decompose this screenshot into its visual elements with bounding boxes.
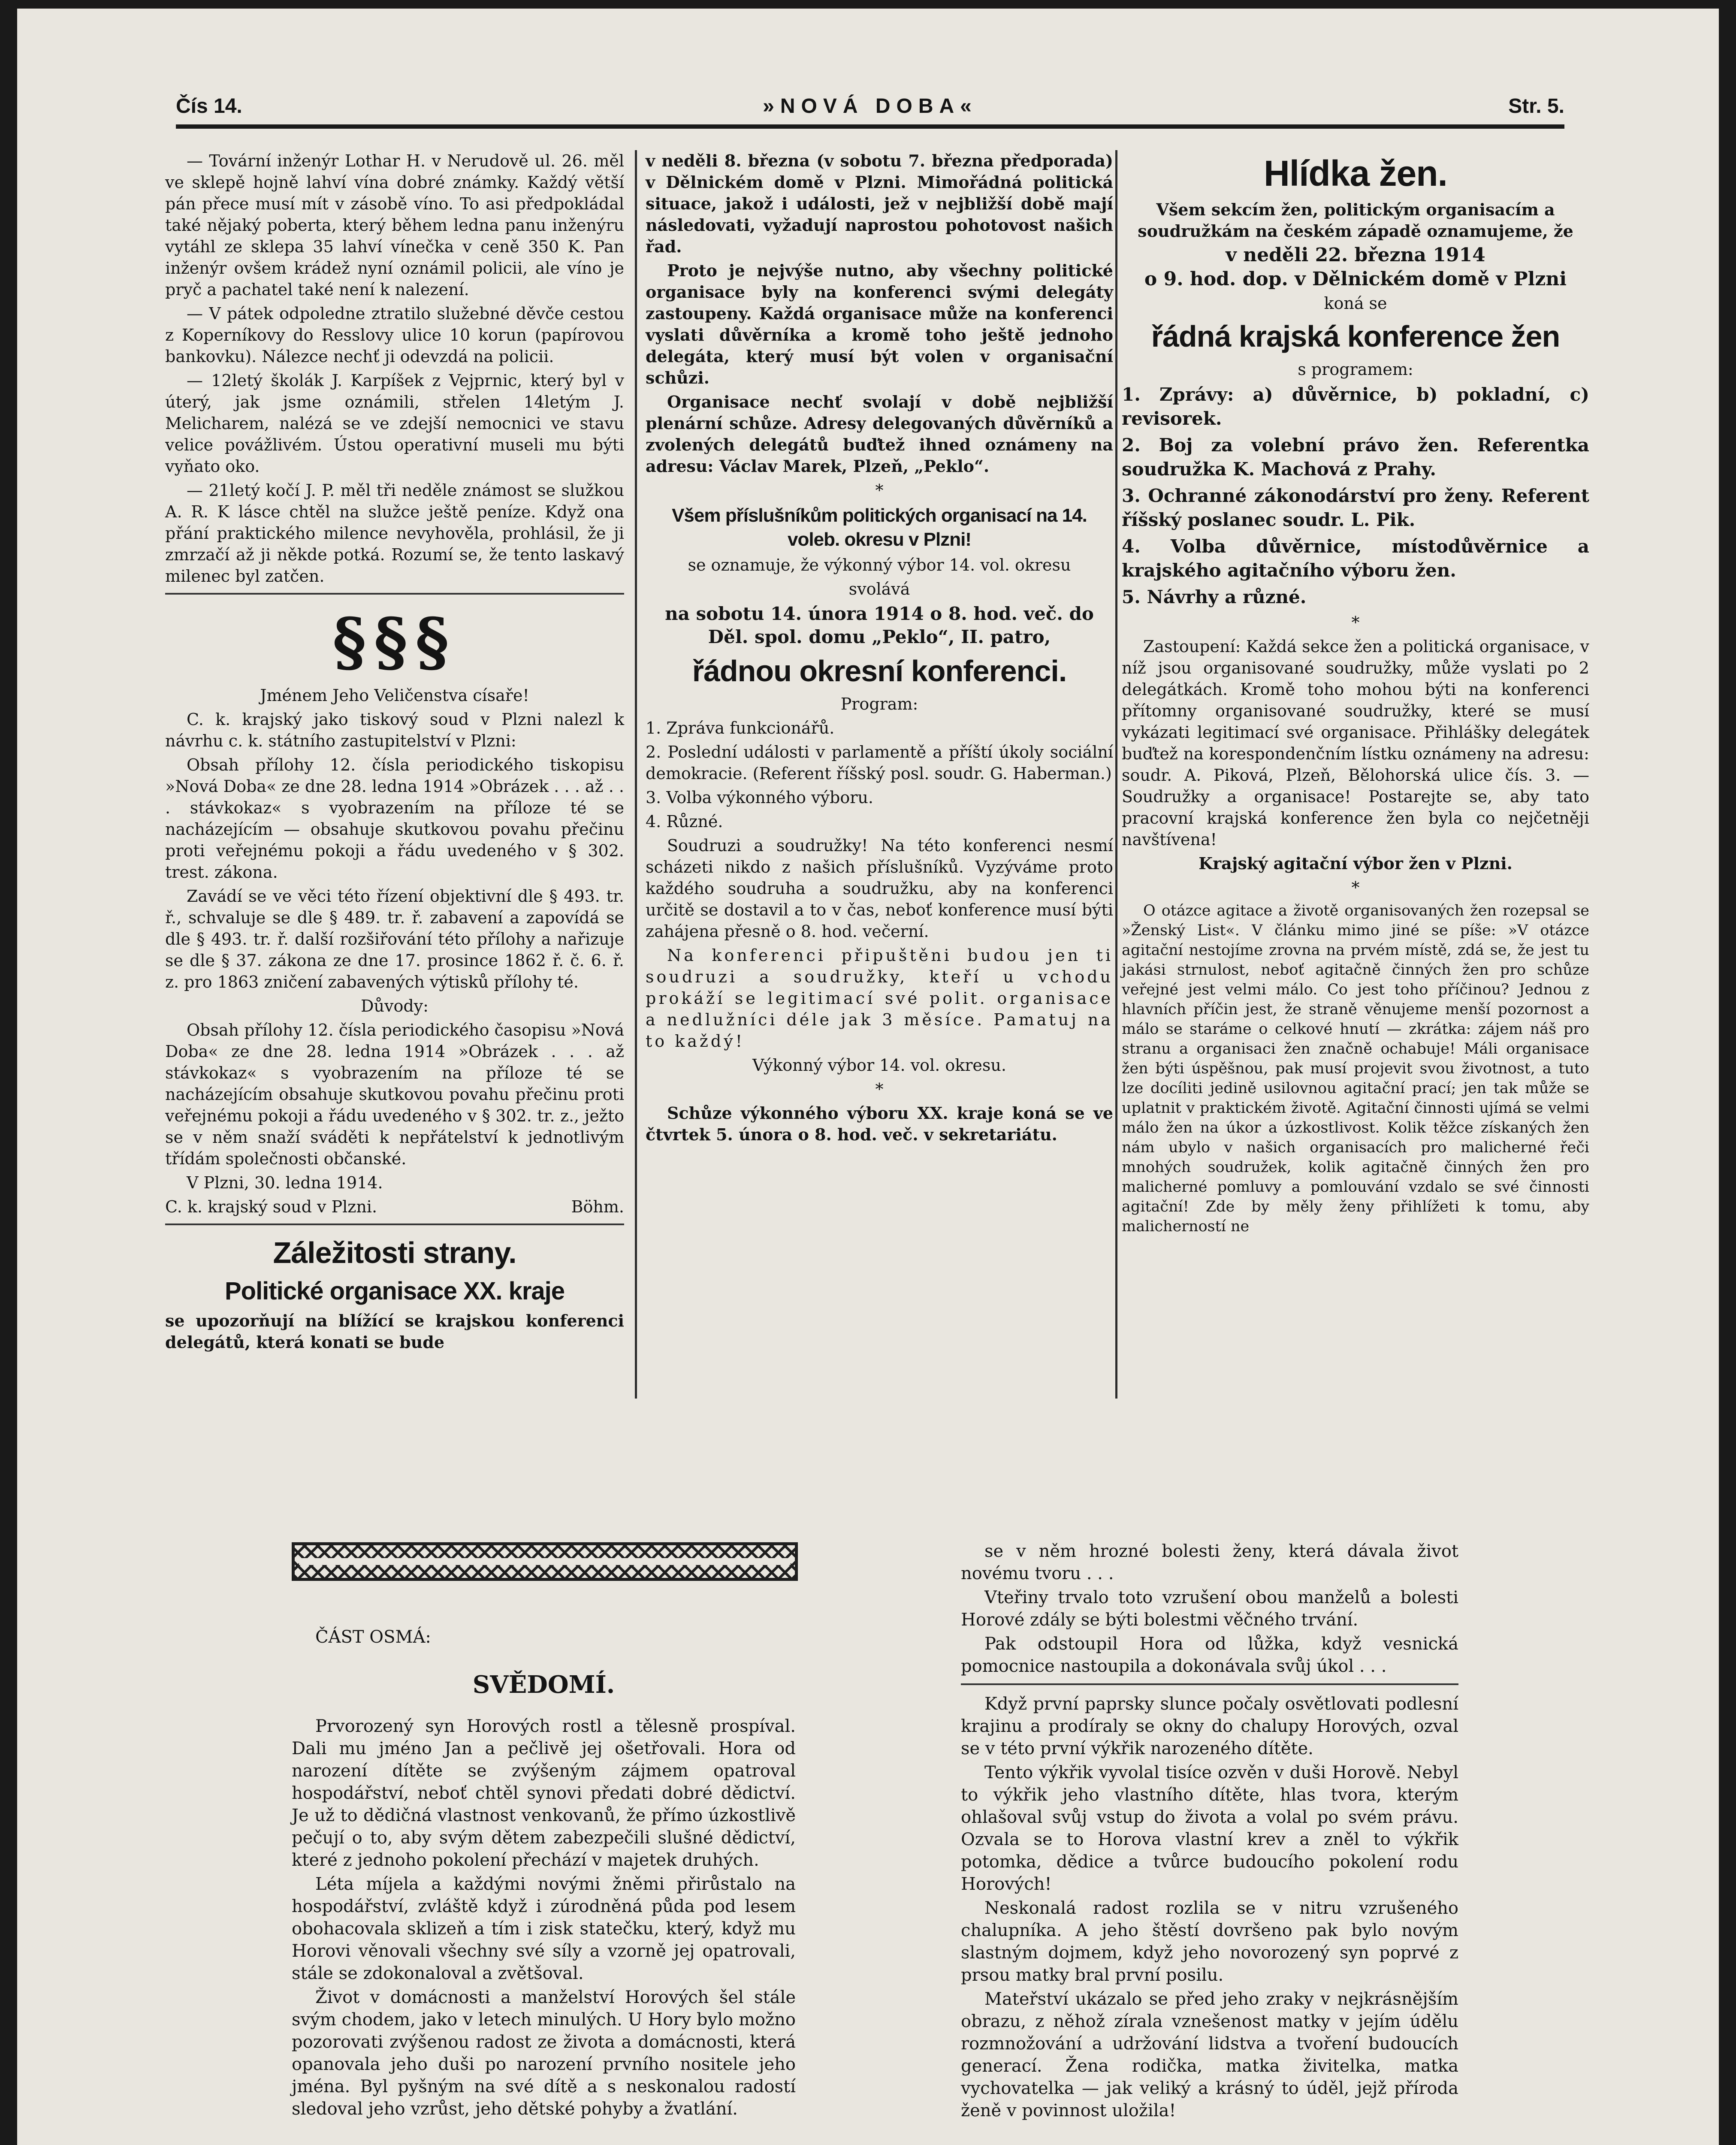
column-local-news xyxy=(165,150,624,1356)
newspaper-page xyxy=(17,9,1719,2145)
notice-signature: Výkonný výbor 14. vol. okresu. xyxy=(752,1056,1006,1075)
notice-line: se oznamuje, že výkonný výbor 14. vol. okresu xyxy=(688,556,1071,574)
news-paragraph: — 12letý školák J. Karpíšek z Vejprnic, který byl v úterý, jak jsme oznámili, střelen 14letým J. Melicharem, nalézá se ve zdejší nemocnici ve stavu velice povážlivém. Ústou operativní museli mu býti vyňato oko. xyxy=(165,371,624,476)
program-list xyxy=(646,717,1113,832)
section-divider xyxy=(165,593,624,595)
verdict-paragraph: Obsah přílohy 12. čísla periodického tiskopisu »Nová Doba« ze dne 28. ledna 1914 »Obrázek . . . až . . . stávkokaz« s vyobrazením na příloze té se nacházejícím — obsahuje skutkovou povahu přečinu proti veřejnému pokoji a řádu uvedeného v § 302. trest. zákona. xyxy=(165,755,624,882)
serial-paragraph: Tento výkřik vyvolal tisíce ozvěn v duši Horově. Nebyl to výkřik jeho vlastního dítěte, hlas tvora, kterým ohlašoval svůj vstup do života a volal po svém právu. Ozvala se to Horova vlastní krev a zněl to výkřik potomka, dědice a tvůrce budoucího pokolení rodu Horových! xyxy=(961,1763,1458,1894)
party-paragraph: v neděli 8. března (v sobotu 7. března předporada) v Dělnickém domě v Plzni. Mimořádná politická situace, jakož i události, jež v nejbližší době mají následovati, vyžadují naprostou pohotovost našich řad. xyxy=(646,151,1113,256)
women-paragraph: Zastoupení: Každá sekce žen a politická organisace, v níž jsou organisované soudružky, může vyslati po 2 delegátkách. Kromě toho mohou býti na konferenci přítomny organisované soudružky, které se musí vykázati legitimací své organisace. Přihlášky delegátek buďtež na korespondenčním lístku oznámeny na adresu: soudr. A. Piková, Plzeň, Bělohorská ulice čís. 3. — Soudružky a organisace! Postarejte se, aby tato pracovní krajská konference žen byla co nejčetněji navštívena! xyxy=(1122,637,1589,849)
list-item: 5. Návrhy a různé. xyxy=(1122,586,1307,607)
women-section-title: Hlídka žen. xyxy=(1264,153,1447,193)
party-subheading: Politické organisace XX. kraje xyxy=(224,1277,565,1305)
women-program-list xyxy=(1122,383,1589,609)
women-signature: Krajský agitační výbor žen v Plzni. xyxy=(1199,854,1513,873)
notice-paragraph: Soudruzi a soudružky! Na této konferenci nesmí scházeti nikdo z našich příslušníků. Vyzýváme proto každého soudruha a soudružku, aby na konferenci určitě se dostavil a to v čas, neboť konference musí býti zahájena přesně o 8. hod. večerní. xyxy=(646,836,1113,941)
serial-paragraph: Když první paprsky slunce počaly osvětlovati podlesní krajinu a prodíraly se okny do chalupy Horových, ozval se v této první výkřik narozeného dítěte. xyxy=(961,1694,1458,1758)
women-paragraph: O otázce agitace a životě organisovaných žen rozepsal se »Ženský List«. V článku mimo jiné se píše: »V otázce agitační nestojíme zrovna na prvém místě, zdá se, že jest tu jakási strnulost, neboť agitačně činných žen pro schůze veřejné jest velmi málo. Co jest toho příčinou? Jednou z hlavních příčin jest, že straně věnujeme menší pozornost a málo se staráme o celkové hnutí — zkrátka: zájem náš pro stranu a organisaci žen značně ochabuje! Máli organisace žen býti úspěšnou, pak musí projevit svou životnost, a tuto lze docíliti jedině usilovnou agitační prací; jen tak může se uplatnit v praktickém životě. Agitační činnosti ujímá se velmi málo žen na úkor a úzkostlivost. Kolik těžce získaných žen nám ubylo v našich organisacích pro malicherné řeči mnohých soudružek, kolik agitačně činných žen pro malicherné pomluvy a pomlouvání vzdalo se své činnosti agitační! Zde by měly ženy přihlížeti k tomu, aby malicherností ne xyxy=(1122,902,1589,1235)
party-paragraph: Organisace nechť svolají v době nejbližší plenární schůze. Adresy delegovaných důvěrníků a zvolených delegátů buďtež ihned oznámeny na adresu: Václav Marek, Plzeň, „Peklo“. xyxy=(646,392,1113,476)
section-mark: §§§ xyxy=(332,604,457,680)
list-item: 1. Zpráva funkcionářů. xyxy=(646,719,835,737)
masthead-title: »NOVÁ DOBA« xyxy=(763,95,978,118)
notice-line: svolává xyxy=(848,580,910,598)
women-intro: Všem sekcím žen, politickým organisacím a soudružkám na českém západě oznamujeme, že xyxy=(1138,200,1573,241)
serial-paragraph: Pak odstoupil Hora od lůžka, když vesnická pomocnice nastoupila a dokonávala svůj úkol . . . xyxy=(961,1634,1458,1676)
judge-name: Böhm. xyxy=(571,1197,624,1216)
verdict-paragraph: Obsah přílohy 12. čísla periodického časopisu »Nová Doba« ze dne 28. ledna 1914 »Obrázek . . . až stávkokaz« s vyobrazením na příloze té se nacházejícím obsahuje skutkovou povahu přečinu proti veřejnému pokoji a řádu uvedeného v § 302. tr. z., ježto se v něm snaží sváděti k nepřátelství k jednotlivým třídám společnosti občanské. xyxy=(165,1021,624,1168)
serial-paragraph: se v něm hrozné bolesti ženy, která dávala život novému tvoru . . . xyxy=(961,1541,1458,1583)
serial-paragraph: Mateřství ukázalo se před jeho zraky v nejkrásnějším obrazu, z něhož zírala vznešenost matky v jejím údělu rozmnožování a udržování lidstva a tvoření budoucích generací. Žena rodička, matka živitelka, matka vychovatelka — jak veliký a krásný to úděl, jejž příroda ženě v povinnost uložila! xyxy=(961,1989,1458,2121)
court-name: C. k. krajský soud v Plzni. xyxy=(165,1197,377,1216)
news-paragraph: — V pátek odpoledne ztratilo služebné děvče cestou z Koperníkovy do Resslovy ulice 10 korun (papírovou bankovku). Nálezce nechť ji odevzdá na policii. xyxy=(165,304,624,366)
column-divider xyxy=(1115,150,1117,1399)
party-paragraph: Proto je nejvýše nutno, aby všechny politické organisace byly na konferenci svými delegáty zastoupeny. Každá organisace může na konferenci vyslati důvěrníka a kromě toho ještě jednoho delegáta, který musí být volen v organisační schůzi. xyxy=(646,261,1113,387)
notice-date: na sobotu 14. února 1914 o 8. hod. več. do Děl. spol. domu „Peklo“, II. patro, xyxy=(665,603,1094,647)
serial-paragraph: Prvorozený syn Horových rostl a tělesně prospíval. Dali mu jméno Jan a pečlivě jej ošetřovali. Hora od narození dítěte se zvýšeným zájmem opatroval hospodářství, neboť chtěl synovi předati dobré dědictví. Je už to dědičná vlastnost venkovanů, že přímo úzkostlivě pečují o to, aby svým dětem zabezpečili slušné dědictví, které z jednoho pokolení přechází v majetek druhých. xyxy=(292,1716,796,1870)
verdict-signature xyxy=(165,1196,624,1218)
verdict-heading: Jménem Jeho Veličenstva císaře! xyxy=(260,686,529,705)
serial-divider xyxy=(961,1683,1458,1685)
list-item: 4. Volba důvěrnice, místodůvěrnice a krajského agitačního výboru žen. xyxy=(1122,536,1589,581)
header-rule xyxy=(176,124,1564,129)
notice-paragraph: Schůze výkonného výboru XX. kraje koná se ve čtvrtek 5. února o 8. hod. več. v sekretariátu. xyxy=(646,1103,1113,1144)
serial-ornament-band xyxy=(292,1542,798,1581)
list-item: 3. Volba výkonného výboru. xyxy=(646,788,873,807)
serial-left-column xyxy=(292,1626,796,2122)
reasons-heading: Důvody: xyxy=(361,997,429,1015)
news-paragraph: — 21letý kočí J. P. měl tři neděle známost se služkou A. R. K lásce chtěl na služce ještě peníze. Když ona přání praktického milence nevyhověla, prohlásil, že ji zmrzačí až ji někde potká. Rozumí se, že tento laskavý milenec byl zatčen. xyxy=(165,481,624,586)
list-item: 3. Ochranné zákonodárství pro ženy. Referent říšský poslanec soudr. L. Pik. xyxy=(1122,485,1589,530)
conference-heading: řádnou okresní konferenci. xyxy=(692,654,1067,688)
serial-paragraph: Vteřiny trvalo toto vzrušení obou manželů a bolesti Horové zdály se býti bolestmi věčného trvání. xyxy=(961,1588,1458,1630)
separator-star: * xyxy=(875,1080,884,1099)
serial-paragraph: Léta míjela a každými novými žněmi přirůstalo na hospodářství, zvláště když i zúrodněná půda pod lesem obohacovala sklizeň a tím i zisk statečku, který, když mu Horovi věnovali všechny své síly a vzorně jej opatrovali, stále se zdokonaloval a zvětšoval. xyxy=(292,1874,796,1983)
serial-title: SVĚDOMÍ. xyxy=(472,1671,615,1699)
serial-right-column xyxy=(961,1540,1458,2124)
column-women-watch xyxy=(1122,150,1589,1239)
serial-paragraph: Život v domácnosti a manželství Horových šel stále svým chodem, jako v letech minulých. U Hory bylo možno pozorovati zvýšenou radost ze života a domácnosti, která opanovala jeho duši po narození prvního nositele jeho jména. Byl pyšným na své dítě a s neskonalou radostí sledoval jeho vzrůst, jeho dětské pohyby a žvatlání. xyxy=(292,1988,796,2119)
party-paragraph: se upozorňují na blížící se krajskou konferenci delegátů, která konati se bude xyxy=(165,1311,624,1352)
women-date: v neděli 22. března 1914 xyxy=(1226,244,1485,266)
list-item: 2. Boj za volební právo žen. Referentka soudružka K. Machová z Prahy. xyxy=(1122,435,1589,480)
separator-star: * xyxy=(1351,613,1360,632)
serial-paragraph: Neskonalá radost rozlila se v nitru vzrušeného chalupníka. A jeho štěstí dovršeno pak bylo novým slastným dojmem, když jeho novorozený syn poprvé z prsou matky bral první posilu. xyxy=(961,1898,1458,1985)
news-paragraph: — Tovární inženýr Lothar H. v Nerudově ul. 26. měl ve sklepě hojně lahví vína dobré známky. Každý větší pán přece musí mít v zásobě víno. To asi předpokládal také nějaký poberta, který během ledna panu inženýru vytáhl ze sklepa 35 lahví vínečka v ceně 350 K. Pan inženýr ovšem krádež nyní oznámil policii, ale víno je pryč a pachatel také není k nalezení. xyxy=(165,151,624,299)
separator-star: * xyxy=(875,481,884,500)
list-item: 1. Zprávy: a) důvěrnice, b) pokladní, c) revisorek. xyxy=(1122,384,1589,429)
program-heading: Program: xyxy=(840,695,918,713)
list-item: 4. Různé. xyxy=(646,812,723,831)
column-party-affairs xyxy=(646,150,1113,1148)
women-place: o 9. hod. dop. v Dělnickém domě v Plzni xyxy=(1144,268,1567,290)
page-number: Str. 5. xyxy=(1508,95,1564,118)
verdict-date: V Plzni, 30. ledna 1914. xyxy=(187,1173,383,1192)
women-conference-heading: řádná krajská konference žen xyxy=(1151,320,1560,353)
court-line: C. k. krajský jako tiskový soud v Plzni nalezl k návrhu c. k. státního zastupitelství v Plzni: xyxy=(165,710,624,750)
section-divider xyxy=(165,1224,624,1225)
serial-part: ČÁST OSMÁ: xyxy=(315,1627,431,1647)
column-divider xyxy=(635,150,637,1399)
verdict-paragraph: Zavádí se ve věci této řízení objektivní dle § 493. tr. ř., schvaluje se dle § 489. tr. ř. zabavení a zapovídá se dle § 493. tr. ř. další rozšiřování této přílohy a nařizuje se dle § 37. zákona ze dne 17. prosince 1862 ř. č. 6. ř. z. pro 1863 zničení zabavených výtisků přílohy té. xyxy=(165,887,624,991)
issue-number: Čís 14. xyxy=(176,95,242,118)
notice-paragraph: Na konferenci připuštěni budou jen ti soudruzi a soudružky, kteří u vchodu prokáží se legitimací své polit. organisace a nedlužníci déle jak 3 měsíce. Pamatuj na to každý! xyxy=(646,946,1113,1051)
notice-heading: Všem příslušníkům politických organisací na 14. voleb. okresu v Plzni! xyxy=(672,505,1087,550)
women-program-heading: s programem: xyxy=(1298,360,1413,379)
page-header xyxy=(176,90,1564,129)
list-item: 2. Poslední události v parlamentě a příští úkoly sociální demokracie. (Referent říšský posl. soudr. G. Haberman.) xyxy=(646,743,1113,783)
women-line: koná se xyxy=(1324,294,1387,313)
separator-star: * xyxy=(1351,878,1360,897)
party-heading: Záležitosti strany. xyxy=(273,1236,516,1269)
